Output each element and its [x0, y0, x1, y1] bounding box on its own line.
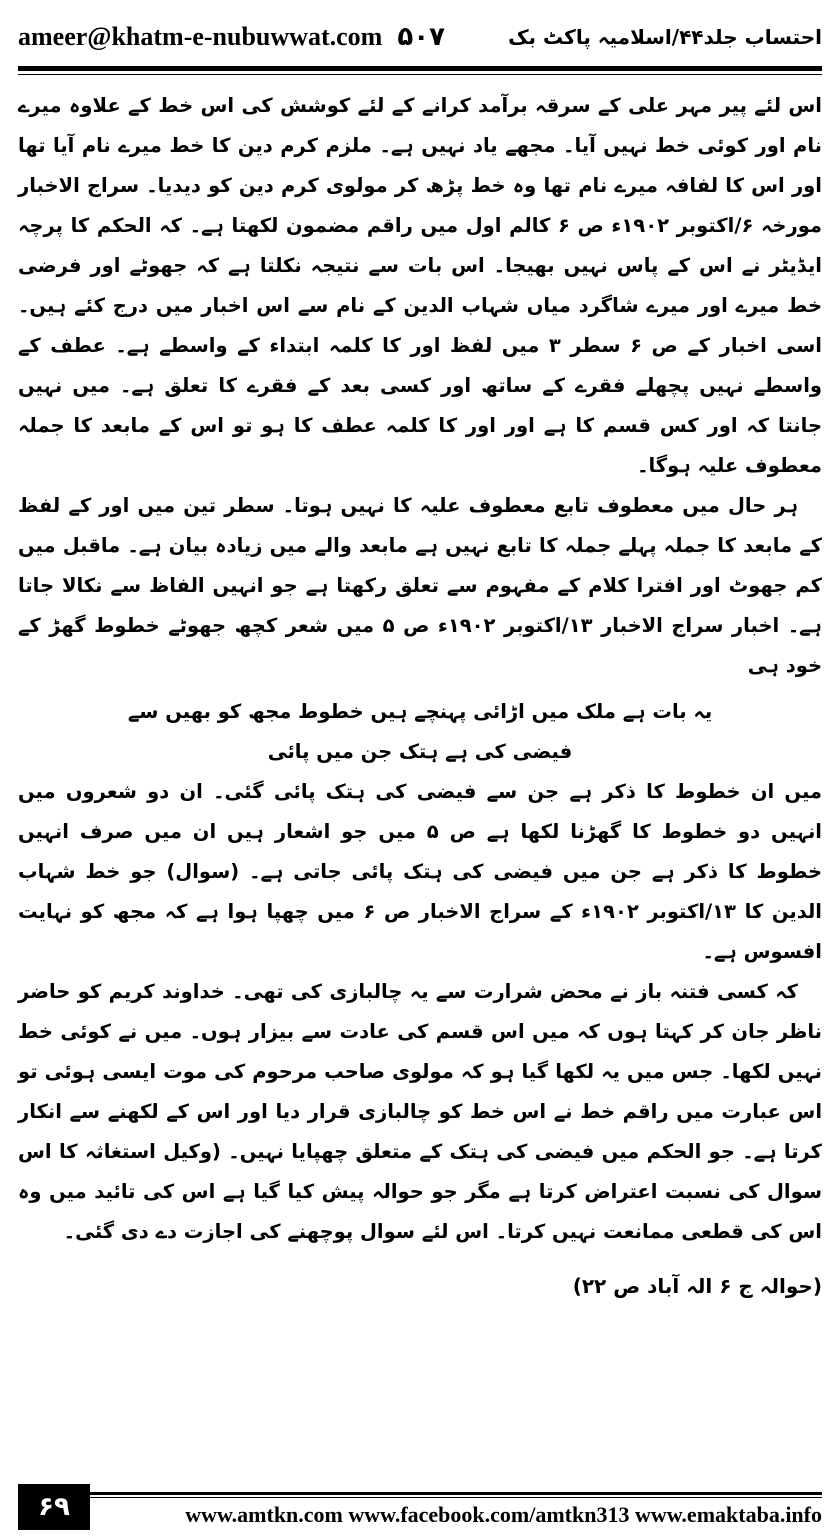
- folio-number: ۶۹: [18, 1484, 90, 1530]
- poem-verse-2: فیضی کی ہے ہتک جن میں پائی: [267, 740, 573, 763]
- paragraph-2: ہر حال میں معطوف تابع معطوف علیہ کا نہیں ہوتا۔ سطر تین میں اور کے لفظ کے مابعد کا جملہ پہلے جملہ کا تابع نہیں ہے مابعد والے میں زیادہ بیان ہے۔ ماقبل میں کم جھوٹ اور افترا کلام کے مفہوم سے تعلق رکھتا ہے جو انہیں الفاظ سے نکالا جاتا ہے۔ اخبار سراج الاخبار ۱۳/اکتوبر ۱۹۰۲ء ص ۵ میں شعر کچھ جھوٹے خطوط گھڑ کے خود ہی: [18, 494, 822, 677]
- footer-links-area: [90, 1484, 822, 1530]
- paragraph-4: کہ کسی فتنہ باز نے محض شرارت سے یہ چالبازی کی تھی۔ خداوند کریم کو حاضر ناظر جان کر کہتا ہوں کہ میں اس قسم کی عادت سے بیزار ہوں۔ میں نے کوئی خط نہیں لکھا۔ جس میں یہ لکھا گیا ہو کہ مولوی صاحب مرحوم کی موت ایسی ہوئی تو اس عبارت میں راقم خط نے اس خط کو چالبازی قرار دیا اور اس کے لکھنے سے انکار کرتا ہے۔ جو الحکم میں فیضی کی ہتک کے متعلق چھپایا نہیں۔ (وکیل استغاثہ کا اس سوال کی نسبت اعتراض کرتا ہے مگر جو حوالہ پیش کیا گیا ہے اس کی تائید میں وہ اس کی قطعی ممانعت نہیں کرتا۔ اس لئے سوال پوچھنے کی اجازت دے دی گئی۔: [18, 980, 822, 1243]
- footer-rule-thin: [90, 1497, 822, 1498]
- footer-links[interactable]: www.amtkn.com www.facebook.com/amtkn313 www.emaktaba.info: [185, 1502, 822, 1527]
- paragraph-1: اس لئے پیر مہر علی کے سرقہ برآمد کرانے کے لئے کوشش کی اس خط کے علاوہ میرے نام اور کوئی خط نہیں آیا۔ مجھے یاد نہیں ہے۔ ملزم کرم دین کا خط میرے نام آیا تھا اور اس کا لفافہ میرے نام تھا وہ خط پڑھ کر مولوی کرم دین کو دیدیا۔ سراج الاخبار مورخہ ۶/اکتوبر ۱۹۰۲ء ص ۶ کالم اول میں راقم مضمون لکھتا ہے۔ کہ الحکم کا پرچہ ایڈیٹر نے اس کے پاس نہیں بھیجا۔ اس بات سے نتیجہ نکلتا ہے کہ جھوٹے اور فرضی خط میرے اور میرے شاگرد میاں شہاب الدین کے نام سے اس اخبار میں درج کئے ہیں۔ اسی اخبار کے ص ۶ سطر ۳ میں لفظ اور کا کلمہ ابتداء کے واسطے ہے۔ عطف کے واسطے نہیں پچھلے فقرے کے ساتھ اور کسی بعد کے فقرے کا تعلق ہے۔ میں نہیں جانتا کہ اور کس قسم کا ہے اور اور کا کلمہ عطف کا ہو تو اس کے مابعد کا جملہ معطوف علیہ ہوگا۔: [18, 94, 823, 477]
- poem-verse-1: یہ بات ہے ملک میں اڑائی پہنچے ہیں خطوط مجھ کو بھیں سے: [127, 700, 713, 723]
- header-left: [18, 22, 445, 52]
- poem: [18, 692, 822, 772]
- footer-rule-thick: [90, 1492, 822, 1495]
- page-header: [18, 14, 822, 60]
- header-rule-thick: [18, 66, 822, 71]
- reference-note: (حوالہ ج ۶ الہ آباد ص ۲۲): [572, 1274, 822, 1298]
- paragraph-3: میں ان خطوط کا ذکر ہے جن سے فیضی کی ہتک پائی گئی۔ ان دو شعروں میں انہیں دو خطوط کا گھڑنا لکھا ہے ص ۵ میں جو اشعار ہیں ان میں صرف انہیں خطوط کا ذکر ہے جن میں فیضی کی ہتک پائی جاتی ہے۔ (سوال) جو خط شہاب الدین کا ۱۳/اکتوبر ۱۹۰۲ء کے سراج الاخبار ص ۶ میں چھپا ہوا ہے کہ مجھ کو نہایت افسوس ہے۔: [18, 780, 822, 963]
- main-text: [18, 86, 822, 1306]
- header-rule-thin: [18, 74, 822, 75]
- book-title: احتساب جلد۴۴/اسلامیہ پاکٹ بک: [508, 25, 822, 49]
- page-number: ۵۰۷: [397, 22, 446, 52]
- email-address[interactable]: ameer@khatm-e-nubuwwat.com: [18, 22, 383, 51]
- page-footer: [18, 1484, 822, 1530]
